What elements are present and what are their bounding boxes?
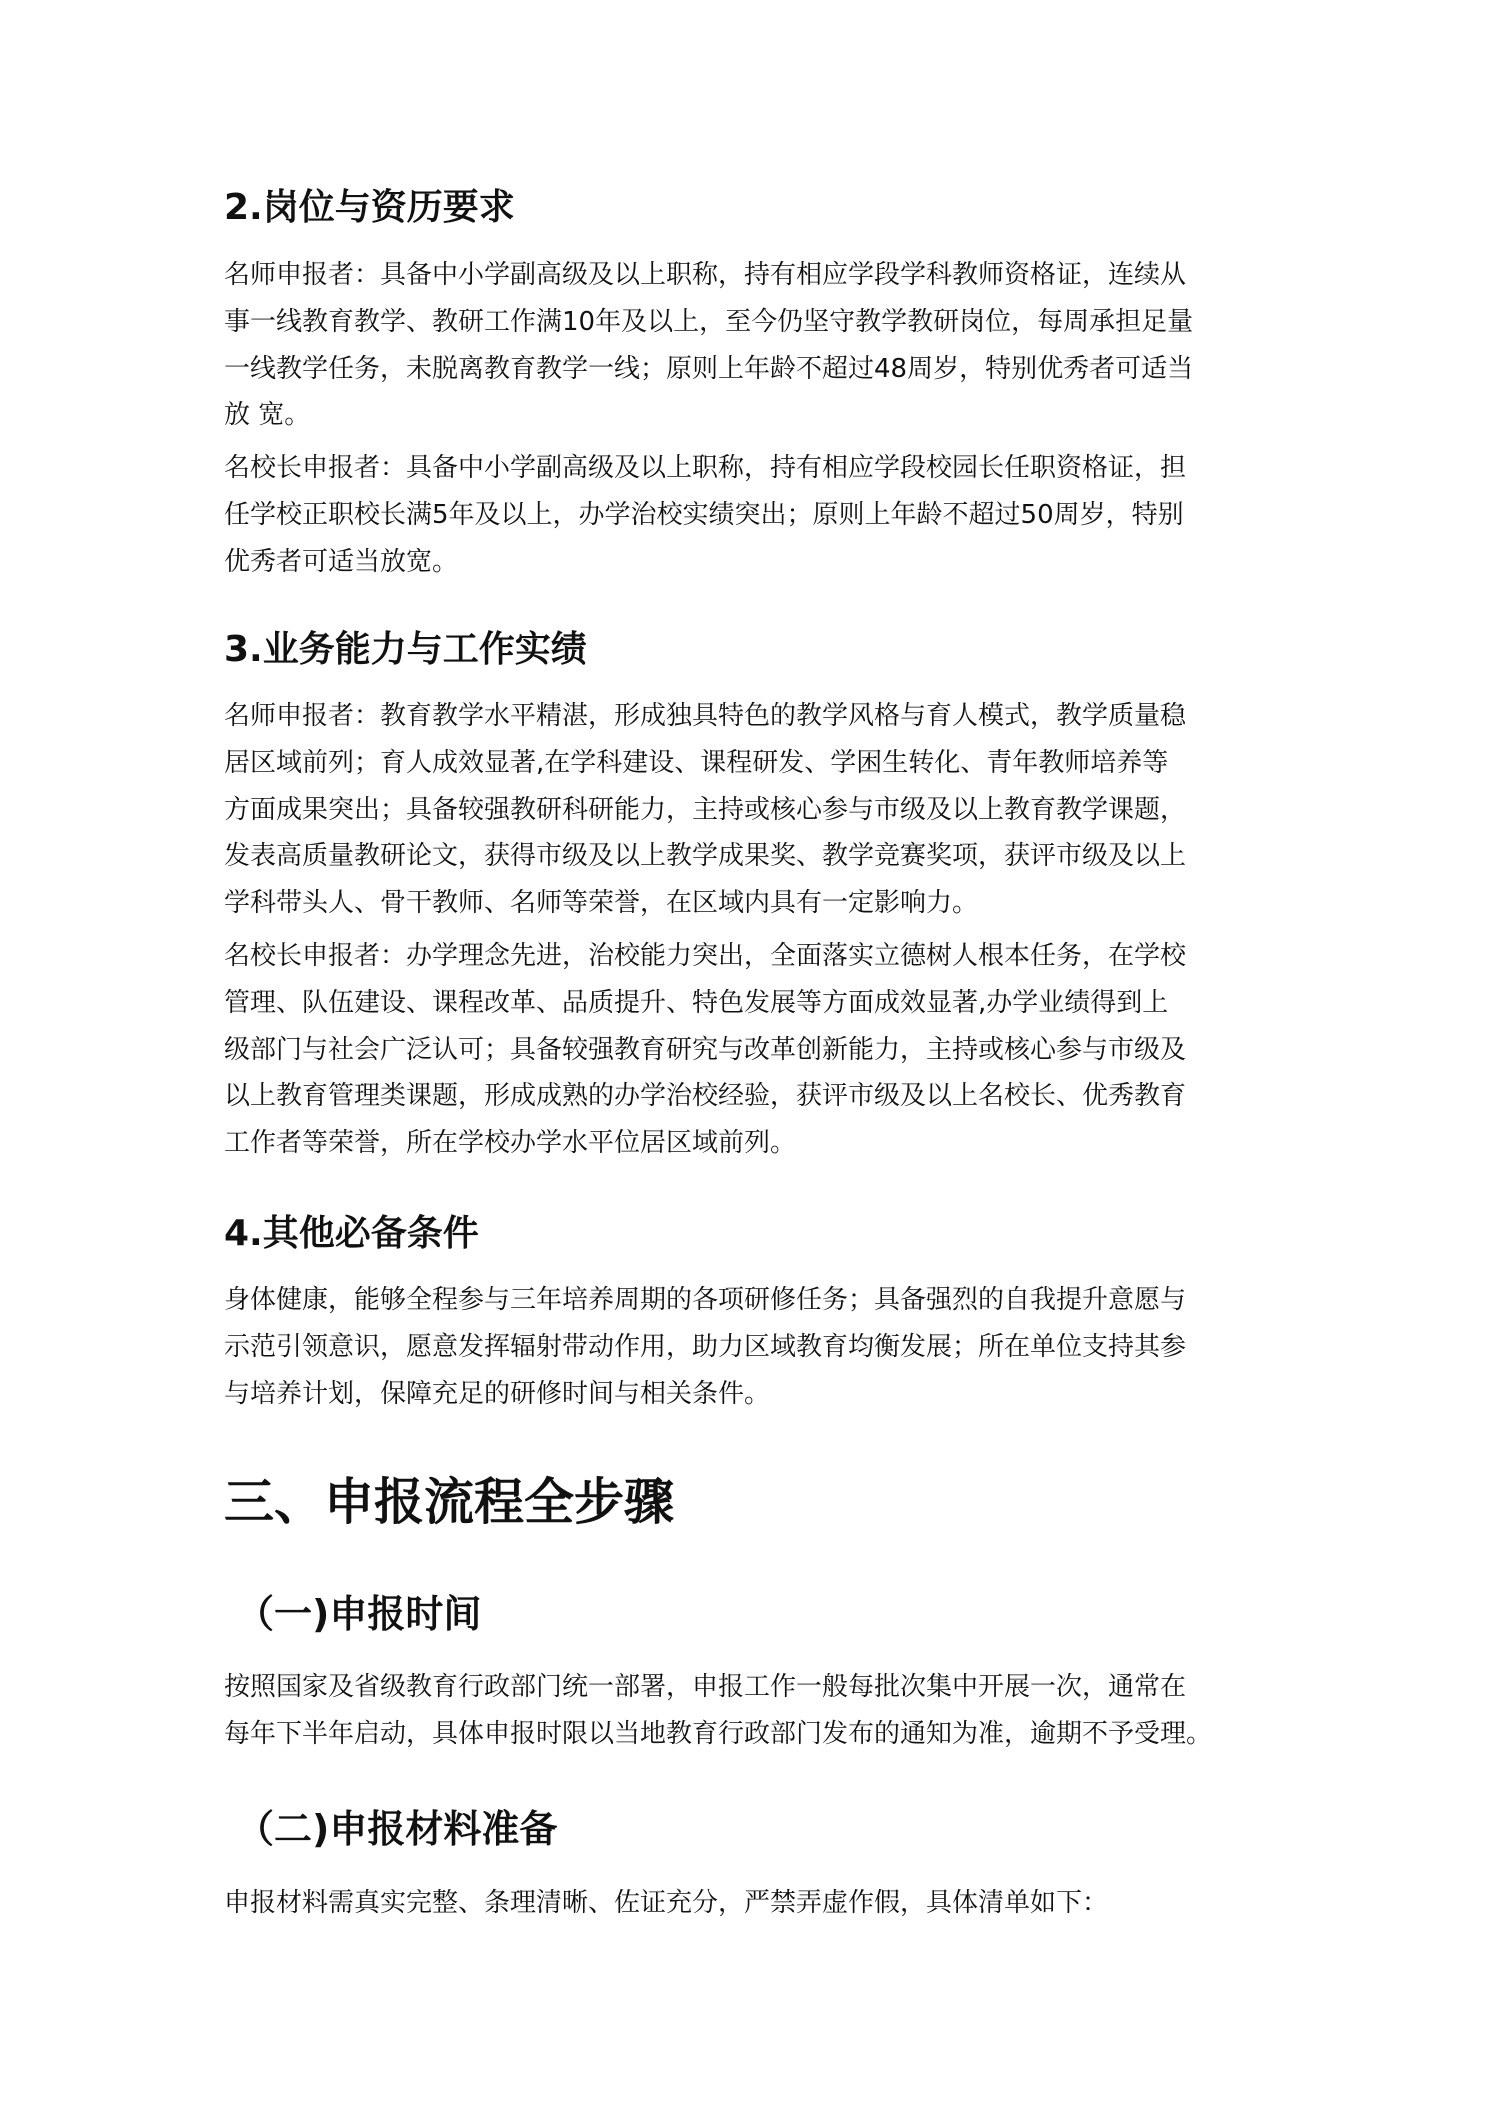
text-line: 任学校正职校长满5年及以上，办学治校实绩突出；原则上年龄不超过50周岁，特别 (224, 499, 1184, 530)
text-line: 居区域前列；育人成效显著,在学科建设、课程研发、学困生转化、青年教师培养等 (224, 747, 1169, 778)
paragraph-teacher-achievements (224, 693, 1186, 927)
text-line: 事一线教育教学、教研工作满10年及以上，至今仍坚守教学教研岗位，每周承担足量 (224, 306, 1194, 337)
text-line: 名校长申报者：具备中小学副高级及以上职称，持有相应学段校园长任职资格证，担 (224, 453, 1187, 483)
section-heading-4: 4.其他必备条件 (224, 1213, 479, 1254)
paragraph-teacher-qualification (224, 252, 1193, 439)
text-line: 优秀者可适当放宽。 (224, 546, 459, 577)
section-heading-2: 2.岗位与资历要求 (224, 187, 515, 228)
subsection-heading-2: （二)申报材料准备 (236, 1807, 558, 1851)
paragraph-application-time (224, 1664, 1212, 1758)
text-line: 一线教学任务，未脱离教育教学一线；原则上年龄不超过48周岁，特别优秀者可适当 (224, 353, 1194, 384)
paragraph-principal-achievements (224, 933, 1186, 1167)
text-line: 管理、队伍建设、课程改革、品质提升、特色发展等方面成效显著,办学业绩得到上 (224, 987, 1169, 1018)
text-line: 以上教育管理类课题，形成成熟的办学治校经验，获评市级及以上名校长、优秀教育 (224, 1081, 1187, 1112)
subsection-heading-1: （一)申报时间 (236, 1592, 482, 1636)
paragraph-materials-intro (224, 1880, 1108, 1927)
text-line: 方面成果突出；具备较强教研科研能力，主持或核心参与市级及以上教育教学课题， (224, 794, 1187, 825)
text-line: 与培养计划，保障充足的研修时间与相关条件。 (224, 1378, 771, 1409)
text-line: 级部门与社会广泛认可；具备较强教育研究与改革创新能力，主持或核心参与市级及 (224, 1034, 1187, 1065)
text-line: 身体健康，能够全程参与三年培养周期的各项研修任务；具备强烈的自我提升意愿与 (224, 1285, 1187, 1315)
text-line: 名师申报者：教育教学水平精湛，形成独具特色的教学风格与育人模式，教学质量稳 (224, 701, 1187, 731)
paragraph-principal-qualification (224, 445, 1186, 585)
paragraph-other-conditions (224, 1277, 1186, 1417)
chapter-heading-3: 三、申报流程全步骤 (224, 1473, 674, 1531)
text-line: 名校长申报者：办学理念先进，治校能力突出，全面落实立德树人根本任务，在学校 (224, 941, 1187, 971)
text-line: 申报材料需真实完整、条理清晰、佐证充分，严禁弄虚作假，具体清单如下： (224, 1888, 1109, 1918)
section-heading-3: 3.业务能力与工作实绩 (224, 629, 587, 670)
text-line: 发表高质量教研论文，获得市级及以上教学成果奖、教学竞赛奖项，获评市级及以上 (224, 841, 1187, 872)
text-line: 放 宽。 (224, 400, 311, 431)
text-line: 示范引领意识，愿意发挥辐射带动作用，助力区域教育均衡发展；所在单位支持其参 (224, 1331, 1187, 1362)
text-line: 工作者等荣誉，所在学校办学水平位居区域前列。 (224, 1128, 797, 1159)
text-line: 每年下半年启动，具体申报时限以当地教育行政部门发布的通知为准，逾期不予受理。 (224, 1718, 1213, 1749)
text-line: 学科带头人、骨干教师、名师等荣誉，在区域内具有一定影响力。 (224, 888, 979, 919)
text-line: 按照国家及省级教育行政部门统一部署，申报工作一般每批次集中开展一次，通常在 (224, 1672, 1187, 1702)
text-line: 名师申报者：具备中小学副高级及以上职称，持有相应学段学科教师资格证，连续从 (224, 260, 1187, 290)
